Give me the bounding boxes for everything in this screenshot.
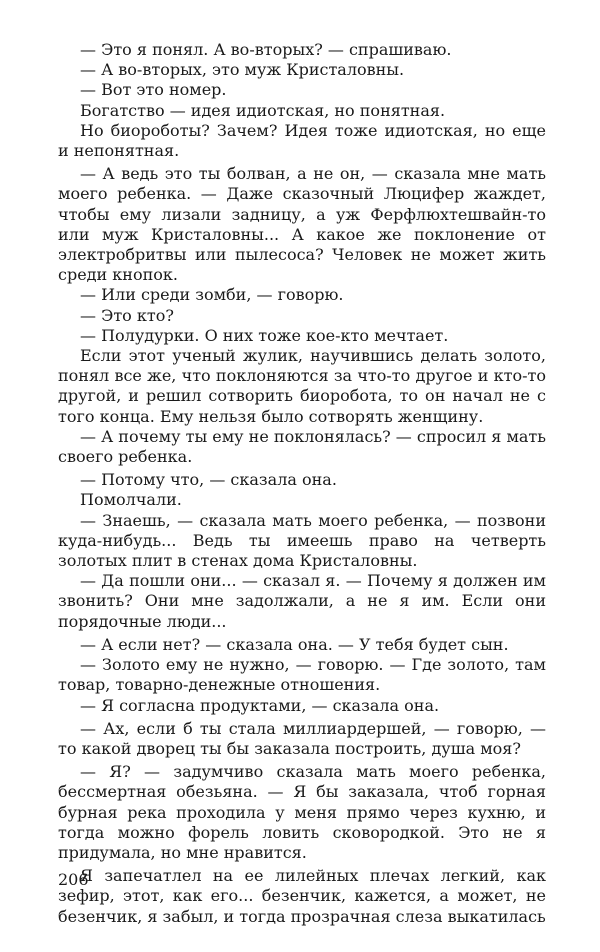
paragraph: — Или среди зомби, — говорю. bbox=[80, 285, 344, 305]
paragraph: — Полудурки. О них тоже кое-кто мечтает. bbox=[80, 325, 449, 345]
page-number: 206 bbox=[58, 870, 89, 889]
paragraph: — Золото ему не нужно, — говорю. — Где золото, там товар, товарно-денежные отношения. bbox=[58, 655, 546, 695]
paragraph: — Я? — задумчиво сказала мать моего ребенка, бессмертная обезьяна. — Я бы заказала, чтоб горная бурная река проходила у меня прямо через кухню, и тогда можно форель ловить сковородкой. Это не я придумала, но мне нравится. bbox=[58, 762, 546, 862]
paragraph: — Это кто? bbox=[80, 305, 174, 325]
body-text bbox=[58, 40, 546, 927]
paragraph: Помолчали. bbox=[80, 490, 182, 510]
paragraph: Богатство — идея идиотская, но понятная. bbox=[80, 100, 446, 120]
paragraph: — Да пошли они... — сказал я. — Почему я должен им звонить? Они мне задолжали, а не я им. Если они порядочные люди... bbox=[58, 571, 546, 631]
paragraph: — А во-вторых, это муж Кристаловны. bbox=[80, 60, 405, 80]
paragraph: — А ведь это ты болван, а не он, — сказала мне мать моего ребенка. — Даже сказочный Люцифер жаждет, чтобы ему лизали задницу, а уж Ферфлюхтешвайн-то или муж Кристаловны... А какое же поклонение от электробритвы или пылесоса? Человек не может жить среди кнопок. bbox=[58, 164, 546, 285]
paragraph: Если этот ученый жулик, научившись делать золото, понял все же, что поклоняются за что-то другое и кто-то другой, и решил сотворить биоробота, то он начал не с того конца. Ему нельзя было сотворять женщину. bbox=[58, 346, 546, 426]
paragraph: Но биороботы? Зачем? Идея тоже идиотская, но еще и непонятная. bbox=[58, 120, 546, 161]
paragraph: — Это я понял. А во-вторых? — спрашиваю. bbox=[80, 40, 452, 59]
paragraph: — А если нет? — сказала она. — У тебя будет сын. bbox=[80, 634, 509, 654]
paragraph: — Ах, если б ты стала миллиардершей, — говорю, — то какой дворец ты бы заказала построить, душа моя? bbox=[58, 718, 546, 758]
paragraph: — Знаешь, — сказала мать моего ребенка, — позвони куда-нибудь... Ведь ты имеешь право на четверть золотых плит в стенах дома Кристаловны. bbox=[58, 510, 546, 571]
paragraph: — А почему ты ему не поклонялась? — спросил я мать своего ребенка. bbox=[58, 426, 546, 467]
paragraph: — Потому что, — сказала она. bbox=[80, 470, 337, 490]
paragraph: — Я согласна продуктами, — сказала она. bbox=[80, 695, 440, 715]
paragraph: — Вот это номер. bbox=[80, 80, 227, 100]
paragraph: Я запечатлел на ее лилейных плечах легкий, как зефир, этот, как его... безенчик, кажется, а может, не безенчик, я забыл, и тогда прозрачная слеза выкатилась bbox=[58, 866, 546, 926]
